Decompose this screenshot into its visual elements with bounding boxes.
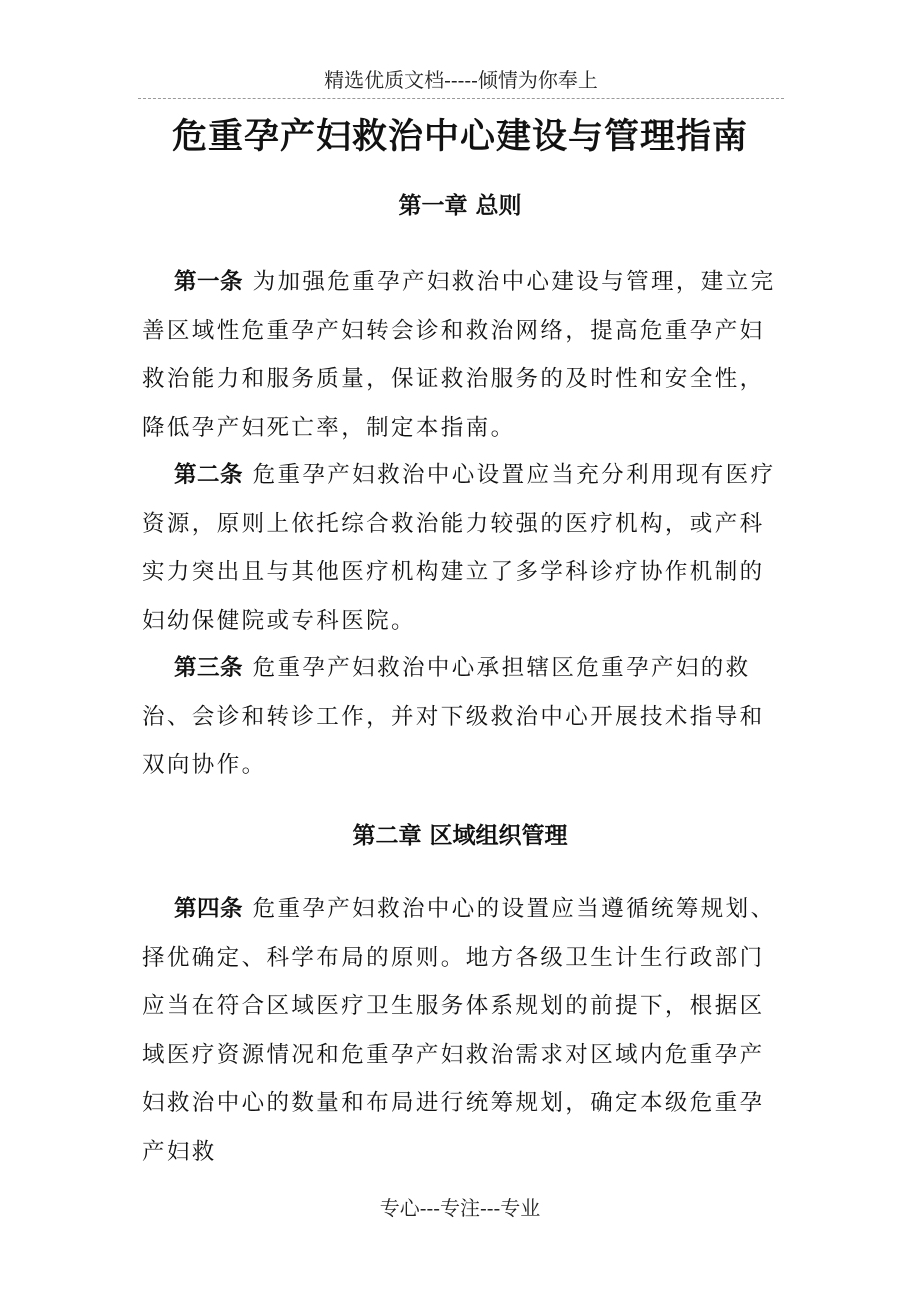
document-title: 危重孕产妇救治中心建设与管理指南 <box>171 117 748 157</box>
article-number: 第二条 <box>174 462 244 488</box>
chapter-number: 第二章 <box>352 823 422 849</box>
article-number: 第四条 <box>174 896 244 922</box>
article-text: 危重孕产妇救治中心的设置应当遵循统筹规划、择优确定、科学布局的原则。地方各级卫生计生行政部门应当在符合区域医疗卫生服务体系规划的前提下，根据区域医疗资源情况和危重孕产妇救治需求对区域内危重孕产妇救治中心的数量和布局进行统筹规划，确定本级危重孕产妇救 <box>142 896 776 1165</box>
chapter-name: 区域组织管理 <box>429 823 568 849</box>
chapter-heading <box>0 186 920 226</box>
chapter-heading <box>0 816 920 856</box>
article-paragraph <box>142 258 782 452</box>
article-text: 危重孕产妇救治中心设置应当充分利用现有医疗资源，原则上依托综合救治能力较强的医疗机构，或产科实力突出且与其他医疗机构建立了多学科诊疗协作机制的妇幼保健院或专科医院。 <box>142 462 776 634</box>
article-text: 危重孕产妇救治中心承担辖区危重孕产妇的救治、会诊和转诊工作，并对下级救治中心开展技术指导和双向协作。 <box>142 655 765 778</box>
article-paragraph <box>142 885 782 1176</box>
page-footer: 专心---专注---专业 <box>379 1196 541 1220</box>
chapter-name: 总则 <box>475 193 522 219</box>
page-header: 精选优质文档-----倾情为你奉上 <box>138 64 784 99</box>
chapter-number: 第一章 <box>398 193 468 219</box>
article-number: 第三条 <box>174 655 244 681</box>
article-paragraph <box>142 451 782 645</box>
article-paragraph <box>142 644 782 790</box>
article-number: 第一条 <box>174 269 244 295</box>
article-text: 为加强危重孕产妇救治中心建设与管理，建立完善区域性危重孕产妇转会诊和救治网络，提高危重孕产妇救治能力和服务质量，保证救治服务的及时性和安全性，降低孕产妇死亡率，制定本指南。 <box>142 269 776 441</box>
